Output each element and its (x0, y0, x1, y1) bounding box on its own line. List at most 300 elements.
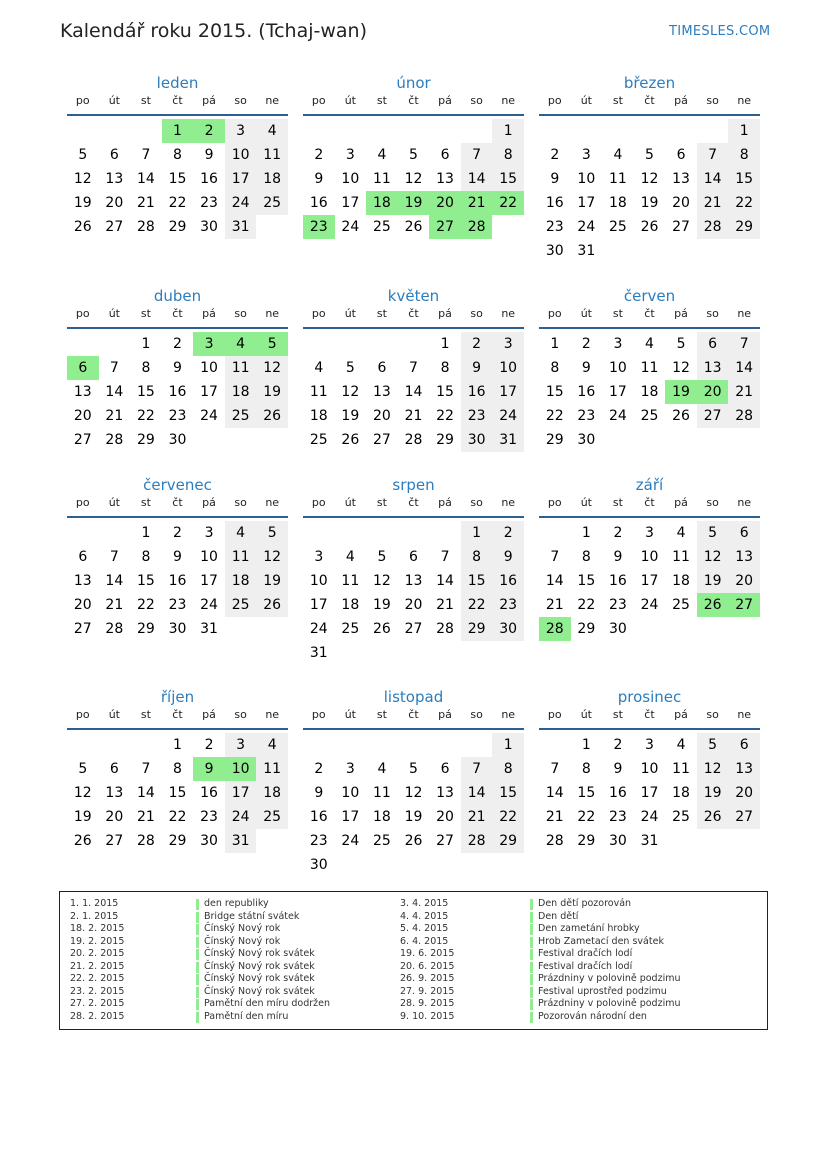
weekday-label: pá (438, 307, 452, 320)
weekday-label: so (470, 94, 483, 107)
month-1 (303, 74, 524, 294)
day-cell: 11 (256, 757, 288, 781)
day-cell: 20 (672, 195, 690, 211)
day-cell: 20 (429, 191, 461, 215)
day-cell: 3 (345, 147, 355, 163)
day-cell: 5 (697, 733, 729, 757)
day-cell: 4 (613, 147, 623, 163)
day-cell: 31 (225, 829, 257, 853)
day-cell: 10 (309, 573, 328, 589)
day-cell: 25 (372, 833, 391, 849)
day-cell: 30 (492, 617, 524, 641)
day-cell: 24 (341, 833, 360, 849)
legend-date: 18. 2. 2015 (70, 923, 125, 934)
day-cell: 6 (109, 147, 119, 163)
day-cell: 19 (341, 408, 360, 424)
day-cell: 27 (73, 621, 92, 637)
day-cell: 18 (256, 167, 288, 191)
day-cell: 29 (436, 432, 454, 448)
day-cell: 11 (341, 573, 360, 589)
weekday-label: so (470, 307, 483, 320)
day-cell: 14 (136, 785, 155, 801)
day-cell: 25 (256, 191, 288, 215)
header-rule (539, 114, 760, 116)
weekday-label: so (234, 307, 247, 320)
day-cell: 5 (645, 147, 654, 163)
legend-marker (530, 999, 533, 1010)
month-name: březen (623, 74, 676, 92)
day-cell: 16 (577, 384, 596, 400)
day-cell: 10 (640, 549, 659, 565)
legend-holiday-name: Den dětí (538, 910, 579, 922)
weekday-label: pá (674, 496, 688, 509)
weekday-label: po (547, 94, 562, 107)
day-cell: 5 (676, 336, 686, 352)
day-cell: 7 (109, 549, 119, 565)
day-cell: 30 (168, 432, 187, 448)
day-cell: 27 (73, 432, 92, 448)
legend-holiday-name: Festival dračích lodí (538, 960, 633, 972)
day-cell: 27 (105, 219, 124, 235)
day-cell: 19 (697, 781, 729, 805)
day-cell: 5 (78, 761, 88, 777)
day-cell: 29 (492, 829, 524, 853)
month-name: červenec (143, 476, 212, 494)
day-cell: 21 (461, 805, 493, 829)
day-cell: 12 (256, 545, 288, 569)
day-cell: 11 (309, 384, 328, 400)
weekday-label: po (311, 496, 326, 509)
day-cell: 10 (341, 171, 360, 187)
month-5 (539, 287, 760, 507)
month-2 (539, 74, 760, 294)
day-cell: 10 (577, 171, 596, 187)
day-cell: 14 (697, 167, 729, 191)
brand-logo[interactable]: TIMESLES.COM (669, 24, 771, 39)
weekday-label: po (75, 307, 90, 320)
day-cell: 31 (309, 645, 328, 661)
weekday-label: čt (644, 307, 655, 320)
weekday-label: čt (644, 496, 655, 509)
day-cell: 26 (697, 593, 729, 617)
day-cell: 21 (436, 597, 454, 613)
day-cell: 27 (728, 593, 760, 617)
day-cell: 18 (672, 785, 690, 801)
day-cell: 10 (608, 360, 627, 376)
day-cell: 5 (409, 147, 418, 163)
day-cell: 7 (550, 549, 560, 565)
day-cell: 13 (436, 171, 454, 187)
day-cell: 11 (256, 143, 288, 167)
day-cell: 5 (345, 360, 355, 376)
month-9 (67, 688, 288, 908)
day-cell: 16 (168, 384, 187, 400)
day-cell: 8 (492, 757, 524, 781)
day-cell: 16 (545, 195, 564, 211)
day-cell: 12 (640, 171, 659, 187)
day-cell: 1 (492, 733, 524, 757)
day-cell: 12 (73, 171, 92, 187)
day-cell: 29 (136, 432, 155, 448)
day-cell: 10 (640, 761, 659, 777)
day-cell: 20 (105, 195, 124, 211)
day-cell: 3 (204, 525, 214, 541)
month-name: srpen (392, 476, 435, 494)
day-cell: 25 (341, 621, 360, 637)
day-cell: 27 (429, 215, 461, 239)
day-cell: 1 (141, 525, 151, 541)
day-cell: 9 (461, 356, 493, 380)
legend-date: 4. 4. 2015 (400, 910, 449, 922)
weekday-label: čt (408, 708, 419, 721)
day-cell: 2 (204, 737, 214, 753)
day-cell: 6 (409, 549, 418, 565)
day-cell: 13 (728, 757, 760, 781)
day-cell: 2 (581, 336, 591, 352)
day-cell: 10 (200, 360, 218, 376)
day-cell: 19 (697, 569, 729, 593)
legend-date: 23. 2. 2015 (70, 985, 125, 997)
day-cell: 18 (256, 781, 288, 805)
day-cell: 12 (341, 384, 360, 400)
weekday-label: út (108, 94, 120, 107)
weekday-label: út (344, 708, 356, 721)
day-cell: 17 (225, 167, 257, 191)
day-cell: 23 (545, 219, 564, 235)
day-cell: 3 (314, 549, 324, 565)
day-cell: 29 (545, 432, 564, 448)
day-cell: 17 (608, 384, 627, 400)
day-cell: 22 (492, 805, 524, 829)
day-cell: 3 (345, 761, 355, 777)
weekday-label: út (108, 708, 120, 721)
day-cell: 24 (608, 408, 627, 424)
weekday-label: so (706, 94, 719, 107)
day-cell: 9 (204, 147, 214, 163)
day-cell: 16 (200, 171, 218, 187)
day-cell: 20 (372, 408, 391, 424)
day-cell: 29 (577, 833, 596, 849)
day-cell: 30 (200, 219, 218, 235)
day-cell: 21 (545, 597, 564, 613)
day-cell: 8 (440, 360, 450, 376)
day-cell: 2 (173, 525, 182, 541)
day-cell: 12 (404, 785, 423, 801)
day-cell: 10 (492, 356, 524, 380)
day-cell: 11 (672, 761, 690, 777)
day-cell: 31 (577, 243, 596, 259)
day-cell: 16 (309, 195, 328, 211)
day-cell: 21 (105, 408, 124, 424)
legend-marker (196, 899, 199, 910)
day-cell: 31 (200, 621, 218, 637)
month-6 (67, 476, 288, 696)
day-cell: 6 (728, 733, 760, 757)
day-cell: 17 (309, 597, 328, 613)
day-cell: 28 (461, 829, 493, 853)
day-cell: 2 (461, 332, 493, 356)
day-cell: 21 (404, 408, 423, 424)
day-cell: 22 (577, 809, 596, 825)
weekday-label: ne (265, 496, 280, 509)
day-cell: 29 (577, 621, 596, 637)
month-3 (67, 287, 288, 507)
day-cell: 28 (436, 621, 454, 637)
day-cell: 7 (697, 143, 729, 167)
weekday-label: ne (501, 708, 516, 721)
weekday-label: út (108, 307, 120, 320)
day-cell: 5 (377, 549, 387, 565)
day-cell: 15 (728, 167, 760, 191)
month-name: září (635, 476, 664, 494)
weekday-label: so (706, 307, 719, 320)
day-cell: 28 (539, 617, 571, 641)
day-cell: 14 (436, 573, 454, 589)
day-cell: 30 (608, 621, 627, 637)
day-cell: 5 (697, 521, 729, 545)
day-cell: 29 (728, 215, 760, 239)
weekday-label: po (547, 307, 562, 320)
day-cell: 3 (225, 119, 257, 143)
day-cell: 23 (608, 809, 627, 825)
day-cell: 28 (461, 215, 493, 239)
day-cell: 28 (545, 833, 564, 849)
header-rule (303, 114, 524, 116)
day-cell: 18 (341, 597, 360, 613)
day-cell: 11 (372, 785, 391, 801)
day-cell: 14 (105, 384, 124, 400)
day-cell: 20 (697, 380, 729, 404)
day-cell: 14 (545, 573, 564, 589)
day-cell: 3 (225, 733, 257, 757)
day-cell: 19 (665, 380, 697, 404)
day-cell: 4 (314, 360, 324, 376)
day-cell: 12 (404, 171, 423, 187)
day-cell: 25 (672, 597, 690, 613)
day-cell: 12 (697, 545, 729, 569)
day-cell: 18 (672, 573, 690, 589)
legend-marker (530, 937, 533, 948)
day-cell: 22 (492, 191, 524, 215)
day-cell: 30 (577, 432, 596, 448)
month-10 (303, 688, 524, 908)
weekday-label: pá (202, 94, 216, 107)
day-cell: 17 (577, 195, 596, 211)
weekday-label: st (376, 307, 387, 320)
day-cell: 6 (676, 147, 686, 163)
day-cell: 28 (728, 404, 760, 428)
day-cell: 26 (73, 219, 92, 235)
day-cell: 13 (73, 573, 92, 589)
day-cell: 23 (309, 833, 328, 849)
legend-marker (196, 1012, 199, 1023)
month-0 (67, 74, 288, 294)
day-cell: 25 (372, 219, 391, 235)
day-cell: 13 (404, 573, 423, 589)
day-cell: 2 (314, 147, 324, 163)
header-rule (539, 516, 760, 518)
legend-marker (530, 924, 533, 935)
day-cell: 7 (109, 360, 119, 376)
day-cell: 27 (728, 805, 760, 829)
legend-date: 21. 2. 2015 (70, 960, 125, 972)
weekday-label: so (234, 94, 247, 107)
day-cell: 29 (168, 219, 187, 235)
day-cell: 21 (728, 380, 760, 404)
month-name: únor (396, 74, 431, 92)
day-cell: 23 (200, 809, 218, 825)
day-cell: 5 (256, 332, 288, 356)
day-cell: 20 (73, 597, 92, 613)
day-cell: 23 (492, 593, 524, 617)
day-cell: 8 (550, 360, 560, 376)
day-cell: 14 (404, 384, 423, 400)
day-cell: 26 (404, 219, 423, 235)
day-cell: 30 (309, 857, 328, 873)
day-cell: 3 (645, 737, 654, 753)
day-cell: 2 (314, 761, 324, 777)
day-cell: 6 (67, 356, 99, 380)
weekday-label: čt (408, 496, 419, 509)
legend-date: 20. 2. 2015 (70, 948, 125, 959)
day-cell: 17 (492, 380, 524, 404)
day-cell: 8 (461, 545, 493, 569)
day-cell: 4 (256, 119, 288, 143)
legend-holiday-name: den republiky (204, 898, 269, 909)
day-cell: 7 (141, 147, 151, 163)
weekday-label: st (612, 496, 623, 509)
day-cell: 14 (461, 167, 493, 191)
day-cell: 24 (200, 597, 218, 613)
day-cell: 15 (577, 785, 596, 801)
weekday-label: st (376, 708, 387, 721)
legend-marker (196, 937, 199, 948)
day-cell: 27 (404, 621, 423, 637)
day-cell: 16 (608, 785, 627, 801)
weekday-label: so (234, 496, 247, 509)
weekday-label: so (706, 496, 719, 509)
legend-marker (530, 1012, 533, 1023)
weekday-label: čt (644, 708, 655, 721)
day-cell: 25 (672, 809, 690, 825)
legend-holiday-name: Den zametání hrobky (538, 923, 640, 934)
weekday-label: ne (737, 496, 752, 509)
day-cell: 22 (436, 408, 454, 424)
page-title: Kalendář roku 2015. (Tchaj-wan) (60, 20, 367, 42)
weekday-label: ne (501, 496, 516, 509)
weekday-label: čt (172, 307, 183, 320)
day-cell: 8 (728, 143, 760, 167)
day-cell: 29 (168, 833, 187, 849)
day-cell: 11 (608, 171, 627, 187)
day-cell: 19 (640, 195, 659, 211)
day-cell: 9 (581, 360, 591, 376)
day-cell: 4 (225, 521, 257, 545)
weekday-label: pá (438, 496, 452, 509)
weekday-label: út (108, 496, 120, 509)
legend-date: 28. 2. 2015 (70, 1010, 125, 1022)
day-cell: 24 (225, 805, 257, 829)
day-cell: 30 (200, 833, 218, 849)
day-cell: 9 (613, 549, 623, 565)
day-cell: 13 (105, 785, 124, 801)
day-cell: 27 (372, 432, 391, 448)
legend-holiday-name: Den dětí pozorován (538, 898, 632, 909)
day-cell: 10 (200, 549, 218, 565)
day-cell: 15 (577, 573, 596, 589)
day-cell: 25 (225, 404, 257, 428)
weekday-label: po (311, 708, 326, 721)
month-name: prosinec (617, 688, 682, 706)
day-cell: 6 (697, 332, 729, 356)
day-cell: 13 (697, 356, 729, 380)
day-cell: 23 (168, 408, 187, 424)
weekday-label: ne (265, 708, 280, 721)
weekday-label: po (75, 708, 90, 721)
weekday-label: st (140, 307, 151, 320)
day-cell: 1 (581, 525, 591, 541)
day-cell: 31 (640, 833, 659, 849)
day-cell: 10 (225, 143, 257, 167)
weekday-label: po (311, 94, 326, 107)
day-cell: 13 (672, 171, 690, 187)
legend-marker (196, 974, 199, 985)
weekday-label: čt (408, 94, 419, 107)
weekday-label: st (140, 708, 151, 721)
month-11 (539, 688, 760, 908)
day-cell: 6 (728, 521, 760, 545)
day-cell: 22 (545, 408, 564, 424)
weekday-label: st (612, 94, 623, 107)
weekday-label: so (470, 496, 483, 509)
day-cell: 15 (168, 171, 187, 187)
day-cell: 20 (404, 597, 423, 613)
day-cell: 4 (225, 332, 257, 356)
month-name: říjen (160, 688, 195, 706)
day-cell: 21 (697, 191, 729, 215)
day-cell: 8 (173, 761, 182, 777)
legend-marker (196, 999, 199, 1010)
legend-date: 27. 2. 2015 (70, 998, 125, 1009)
weekday-label: pá (438, 94, 452, 107)
day-cell: 3 (581, 147, 591, 163)
legend-date: 9. 10. 2015 (400, 1010, 455, 1022)
legend-marker (196, 962, 199, 973)
day-cell: 20 (728, 569, 760, 593)
month-name: listopad (383, 688, 444, 706)
day-cell: 25 (640, 408, 659, 424)
weekday-label: ne (737, 708, 752, 721)
weekday-label: ne (265, 94, 280, 107)
weekday-label: čt (172, 708, 183, 721)
day-cell: 27 (436, 833, 454, 849)
weekday-label: út (580, 496, 592, 509)
day-cell: 13 (73, 384, 92, 400)
day-cell: 2 (613, 737, 623, 753)
month-name: květen (387, 287, 440, 305)
legend-date: 19. 2. 2015 (70, 935, 125, 947)
day-cell: 25 (225, 593, 257, 617)
legend-date: 27. 9. 2015 (400, 985, 455, 997)
day-cell: 30 (545, 243, 564, 259)
legend-holiday-name: Prázdniny v polovině podzimu (538, 998, 681, 1009)
day-cell: 31 (225, 215, 257, 239)
weekday-label: so (234, 708, 247, 721)
day-cell: 7 (728, 332, 760, 356)
day-cell: 20 (73, 408, 92, 424)
day-cell: 6 (109, 761, 119, 777)
weekday-label: so (706, 708, 719, 721)
